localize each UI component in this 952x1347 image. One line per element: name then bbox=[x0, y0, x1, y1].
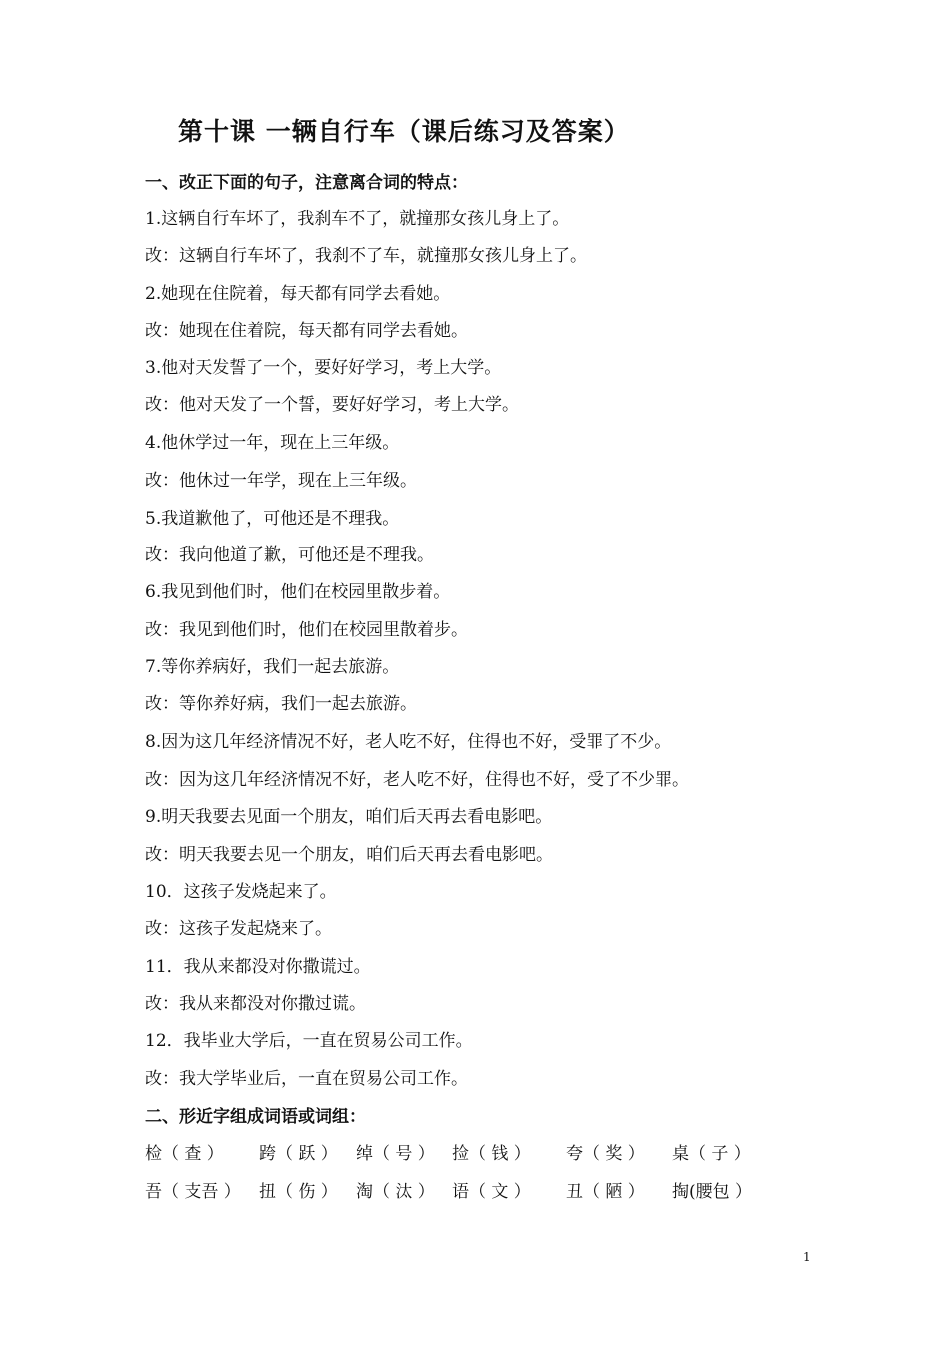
word-pair-cell: 绰（ 号 ） bbox=[356, 1144, 435, 1164]
answer-5: 改：我向他道了歉，可他还是不理我。 bbox=[145, 545, 434, 565]
page-number: 1 bbox=[803, 1250, 811, 1264]
section-1-heading: 一、改正下面的句子，注意离合词的特点： bbox=[145, 173, 468, 193]
question-6: 6.我见到他们时，他们在校园里散步着。 bbox=[145, 582, 451, 602]
word-pair-cell: 桌（ 子 ） bbox=[672, 1144, 751, 1164]
word-pair-cell: 捡（ 钱 ） bbox=[452, 1144, 531, 1164]
question-2: 2.她现在住院着，每天都有同学去看她。 bbox=[145, 284, 451, 304]
word-pair-cell: 吾（ 支吾 ） bbox=[145, 1182, 241, 1202]
question-5: 5.我道歉他了，可他还是不理我。 bbox=[145, 509, 400, 529]
word-pair-cell: 淘（ 汰 ） bbox=[356, 1182, 435, 1202]
answer-4: 改：他休过一年学，现在上三年级。 bbox=[145, 471, 417, 491]
word-pair-cell: 夸（ 奖 ） bbox=[566, 1144, 645, 1164]
question-4: 4.他休学过一年，现在上三年级。 bbox=[145, 433, 400, 453]
answer-9: 改：明天我要去见一个朋友，咱们后天再去看电影吧。 bbox=[145, 845, 553, 865]
word-pair-cell: 掏(腰包 ） bbox=[672, 1182, 753, 1202]
answer-7: 改：等你养好病，我们一起去旅游。 bbox=[145, 694, 417, 714]
question-3: 3.他对天发誓了一个，要好好学习，考上大学。 bbox=[145, 358, 502, 378]
answer-10: 改：这孩子发起烧来了。 bbox=[145, 919, 332, 939]
question-9: 9.明天我要去见面一个朋友，咱们后天再去看电影吧。 bbox=[145, 807, 553, 827]
answer-11: 改：我从来都没对你撒过谎。 bbox=[145, 994, 366, 1014]
answer-6: 改：我见到他们时，他们在校园里散着步。 bbox=[145, 620, 468, 640]
word-pair-cell: 检（ 查 ） bbox=[145, 1144, 224, 1164]
section-2-heading: 二、形近字组成词语或词组： bbox=[145, 1107, 366, 1127]
word-pair-cell: 语（ 文 ） bbox=[452, 1182, 531, 1202]
answer-3: 改：他对天发了一个誓，要好好学习，考上大学。 bbox=[145, 395, 519, 415]
answer-2: 改：她现在住着院，每天都有同学去看她。 bbox=[145, 321, 468, 341]
document-title: 第十课 一辆自行车（课后练习及答案） bbox=[178, 117, 630, 146]
word-pair-cell: 跨（ 跃 ） bbox=[259, 1144, 338, 1164]
question-11: 11．我从来都没对你撒谎过。 bbox=[145, 957, 371, 977]
question-7: 7.等你养病好，我们一起去旅游。 bbox=[145, 657, 400, 677]
question-8: 8.因为这几年经济情况不好，老人吃不好，住得也不好，受罪了不少。 bbox=[145, 732, 672, 752]
question-12: 12．我毕业大学后，一直在贸易公司工作。 bbox=[145, 1031, 473, 1051]
answer-12: 改：我大学毕业后，一直在贸易公司工作。 bbox=[145, 1069, 468, 1089]
answer-1: 改：这辆自行车坏了，我刹不了车，就撞那女孩儿身上了。 bbox=[145, 246, 587, 266]
answer-8: 改：因为这几年经济情况不好，老人吃不好，住得也不好，受了不少罪。 bbox=[145, 770, 689, 790]
question-10: 10．这孩子发烧起来了。 bbox=[145, 882, 337, 902]
word-pair-cell: 丑（ 陋 ） bbox=[566, 1182, 645, 1202]
question-1: 1.这辆自行车坏了，我刹车不了，就撞那女孩儿身上了。 bbox=[145, 209, 570, 229]
word-pair-cell: 扭（ 伤 ） bbox=[259, 1182, 338, 1202]
